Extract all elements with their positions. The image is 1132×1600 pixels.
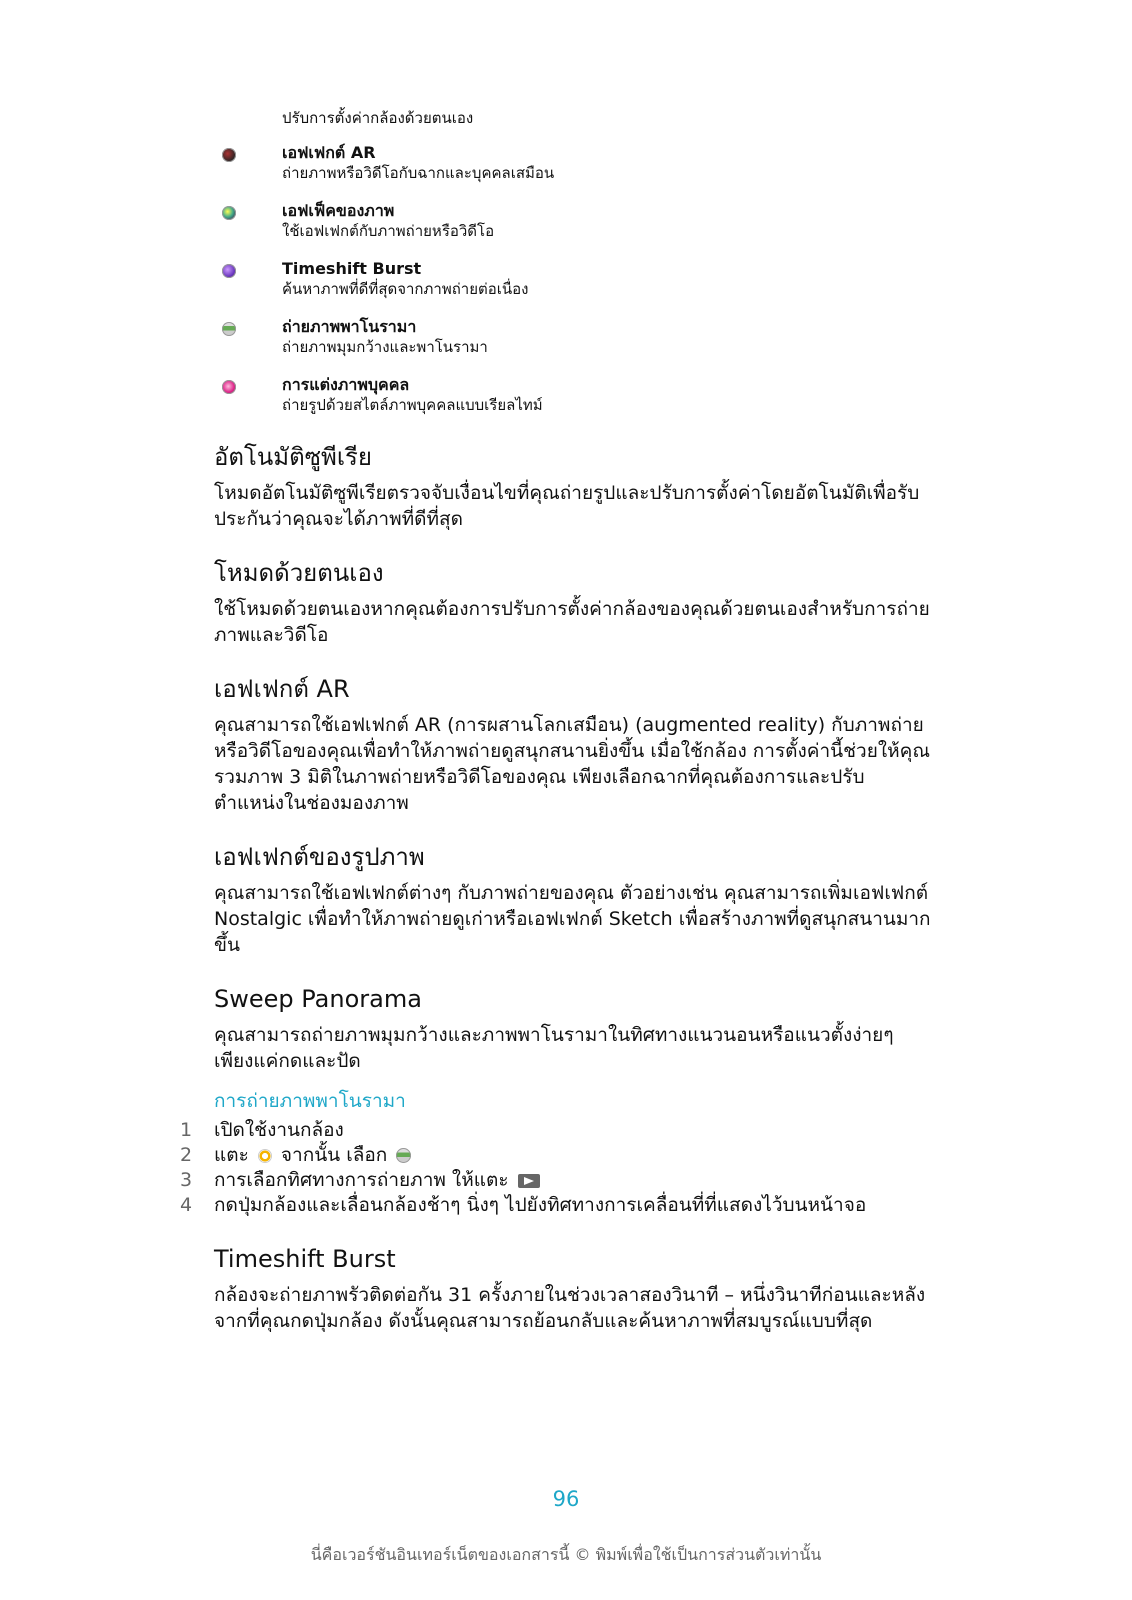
mode-description: ถ่ายรูปด้วยสไตล์ภาพบุคคลแบบเรียลไทม์ xyxy=(282,396,543,414)
panorama-icon xyxy=(396,1148,411,1163)
mode-item-portrait xyxy=(222,375,922,433)
step-text: เปิดใช้งานกล้อง xyxy=(214,1119,344,1141)
mode-title: การแต่งภาพบุคคล xyxy=(282,375,410,394)
panorama-icon xyxy=(222,322,236,336)
section-title: โหมดด้วยตนเอง xyxy=(214,559,384,587)
section-body: คุณสามารถถ่ายภาพมุมกว้างและภาพพาโนรามาในทิศทางแนวนอนหรือแนวตั้งง่ายๆ เพียงแค่กดและปัด xyxy=(214,1024,894,1072)
mode-description: ใช้เอฟเฟกต์กับภาพถ่ายหรือวิดีโอ xyxy=(282,222,495,240)
mode-item-timeshift xyxy=(222,259,922,317)
step-text: แตะ xyxy=(214,1144,249,1166)
mode-item-panorama xyxy=(222,317,922,375)
subsection-title: การถ่ายภาพพาโนรามา xyxy=(214,1090,406,1112)
section-title: อัตโนมัติซูพีเรีย xyxy=(214,443,372,471)
section-title: Timeshift Burst xyxy=(214,1245,396,1273)
mode-item-ar xyxy=(222,143,922,201)
section-panorama-howto xyxy=(180,1088,934,1218)
section-body: คุณสามารถใช้เอฟเฟกต์ AR (การผสานโลกเสมือน) (augmented reality) กับภาพถ่ายหรือวิดีโอของคุณเพื่อทำให้ภาพถ่ายดูสนุกสนานยิ่งขึ้น เมื่อใช้กล้อง การตั้งค่านี้ช่วยให้คุณรวมภาพ 3 มิติในภาพถ่ายหรือวิดีโอของคุณ เพียงเลือกฉากที่คุณต้องการและปรับตำแหน่งในช่องมองภาพ xyxy=(214,714,930,814)
step-number: 2 xyxy=(180,1144,193,1166)
timeshift-burst-icon xyxy=(222,264,236,278)
step-item xyxy=(180,1168,934,1193)
section-title: Sweep Panorama xyxy=(214,985,422,1013)
step-item xyxy=(180,1143,934,1168)
step-number: 4 xyxy=(180,1194,193,1216)
step-item xyxy=(180,1118,934,1143)
mode-title: เอฟเฟ็คของภาพ xyxy=(282,201,395,220)
step-text: กดปุ่มกล้องและเลื่อนกล้องช้าๆ นิ่งๆ ไปยังทิศทางการเคลื่อนที่ที่แสดงไว้บนหน้าจอ xyxy=(214,1194,867,1216)
ar-effect-icon xyxy=(222,148,236,162)
section-ar-effect xyxy=(214,674,934,816)
mode-title: Timeshift Burst xyxy=(282,259,422,278)
section-sweep-panorama xyxy=(214,984,934,1074)
step-text: จากนั้น เลือก xyxy=(280,1144,388,1166)
camera-mode-list xyxy=(222,143,922,433)
steps-list xyxy=(180,1118,934,1218)
step-number: 3 xyxy=(180,1169,193,1191)
mode-description: ค้นหาภาพที่ดีที่สุดจากภาพถ่ายต่อเนื่อง xyxy=(282,280,529,298)
section-title: เอฟเฟกต์ของรูปภาพ xyxy=(214,843,425,871)
step-item xyxy=(180,1193,934,1218)
mode-item-picture-effect xyxy=(222,201,922,259)
step-number: 1 xyxy=(180,1119,193,1141)
picture-effect-icon xyxy=(222,206,236,220)
main-content xyxy=(180,442,934,1360)
page-number: 96 xyxy=(552,1487,580,1511)
mode-title: เอฟเฟกต์ AR xyxy=(282,143,376,162)
mode-description: ถ่ายภาพมุมกว้างและพาโนรามา xyxy=(282,338,488,356)
section-body: ใช้โหมดด้วยตนเองหากคุณต้องการปรับการตั้งค่ากล้องของคุณด้วยตนเองสำหรับการถ่ายภาพและวิดีโอ xyxy=(214,598,930,646)
direction-arrow-icon xyxy=(518,1174,540,1188)
section-timeshift-burst xyxy=(214,1244,934,1334)
mode-title: ถ่ายภาพพาโนรามา xyxy=(282,317,417,336)
section-body: โหมดอัตโนมัติซูพีเรียตรวจจับเงื่อนไขที่คุณถ่ายรูปและปรับการตั้งค่าโดยอัตโนมัติเพื่อรับประกันว่าคุณจะได้ภาพที่ดีที่สุด xyxy=(214,482,920,530)
footer-note: นี่คือเวอร์ชันอินเทอร์เน็ตของเอกสารนี้ © พิมพ์เพื่อใช้เป็นการส่วนตัวเท่านั้น xyxy=(310,1545,822,1564)
section-picture-effect xyxy=(214,842,934,958)
section-title: เอฟเฟกต์ AR xyxy=(214,675,350,703)
portrait-retouch-icon xyxy=(222,380,236,394)
camera-mode-icon xyxy=(258,1149,272,1163)
section-body: กล้องจะถ่ายภาพรัวติดต่อกัน 31 ครั้งภายในช่วงเวลาสองวินาที – หนึ่งวินาทีก่อนและหลังจากที่คุณกดปุ่มกล้อง ดังนั้นคุณสามารถย้อนกลับและค้นหาภาพที่สมบูรณ์แบบที่สุด xyxy=(214,1284,926,1332)
section-body: คุณสามารถใช้เอฟเฟกต์ต่างๆ กับภาพถ่ายของคุณ ตัวอย่างเช่น คุณสามารถเพิ่มเอฟเฟกต์ Nostalgic เพื่อทำให้ภาพถ่ายดูเก่าหรือเอฟเฟกต์ Sketch เพื่อสร้างภาพที่ดูสนุกสนานมากขึ้น xyxy=(214,882,931,956)
step-text: การเลือกทิศทางการถ่ายภาพ ให้แตะ xyxy=(214,1169,509,1191)
intro-text: ปรับการตั้งค่ากล้องด้วยตนเอง xyxy=(282,109,474,127)
section-superior-auto xyxy=(214,442,934,532)
mode-description: ถ่ายภาพหรือวิดีโอกับฉากและบุคคลเสมือน xyxy=(282,164,555,182)
section-manual xyxy=(214,558,934,648)
